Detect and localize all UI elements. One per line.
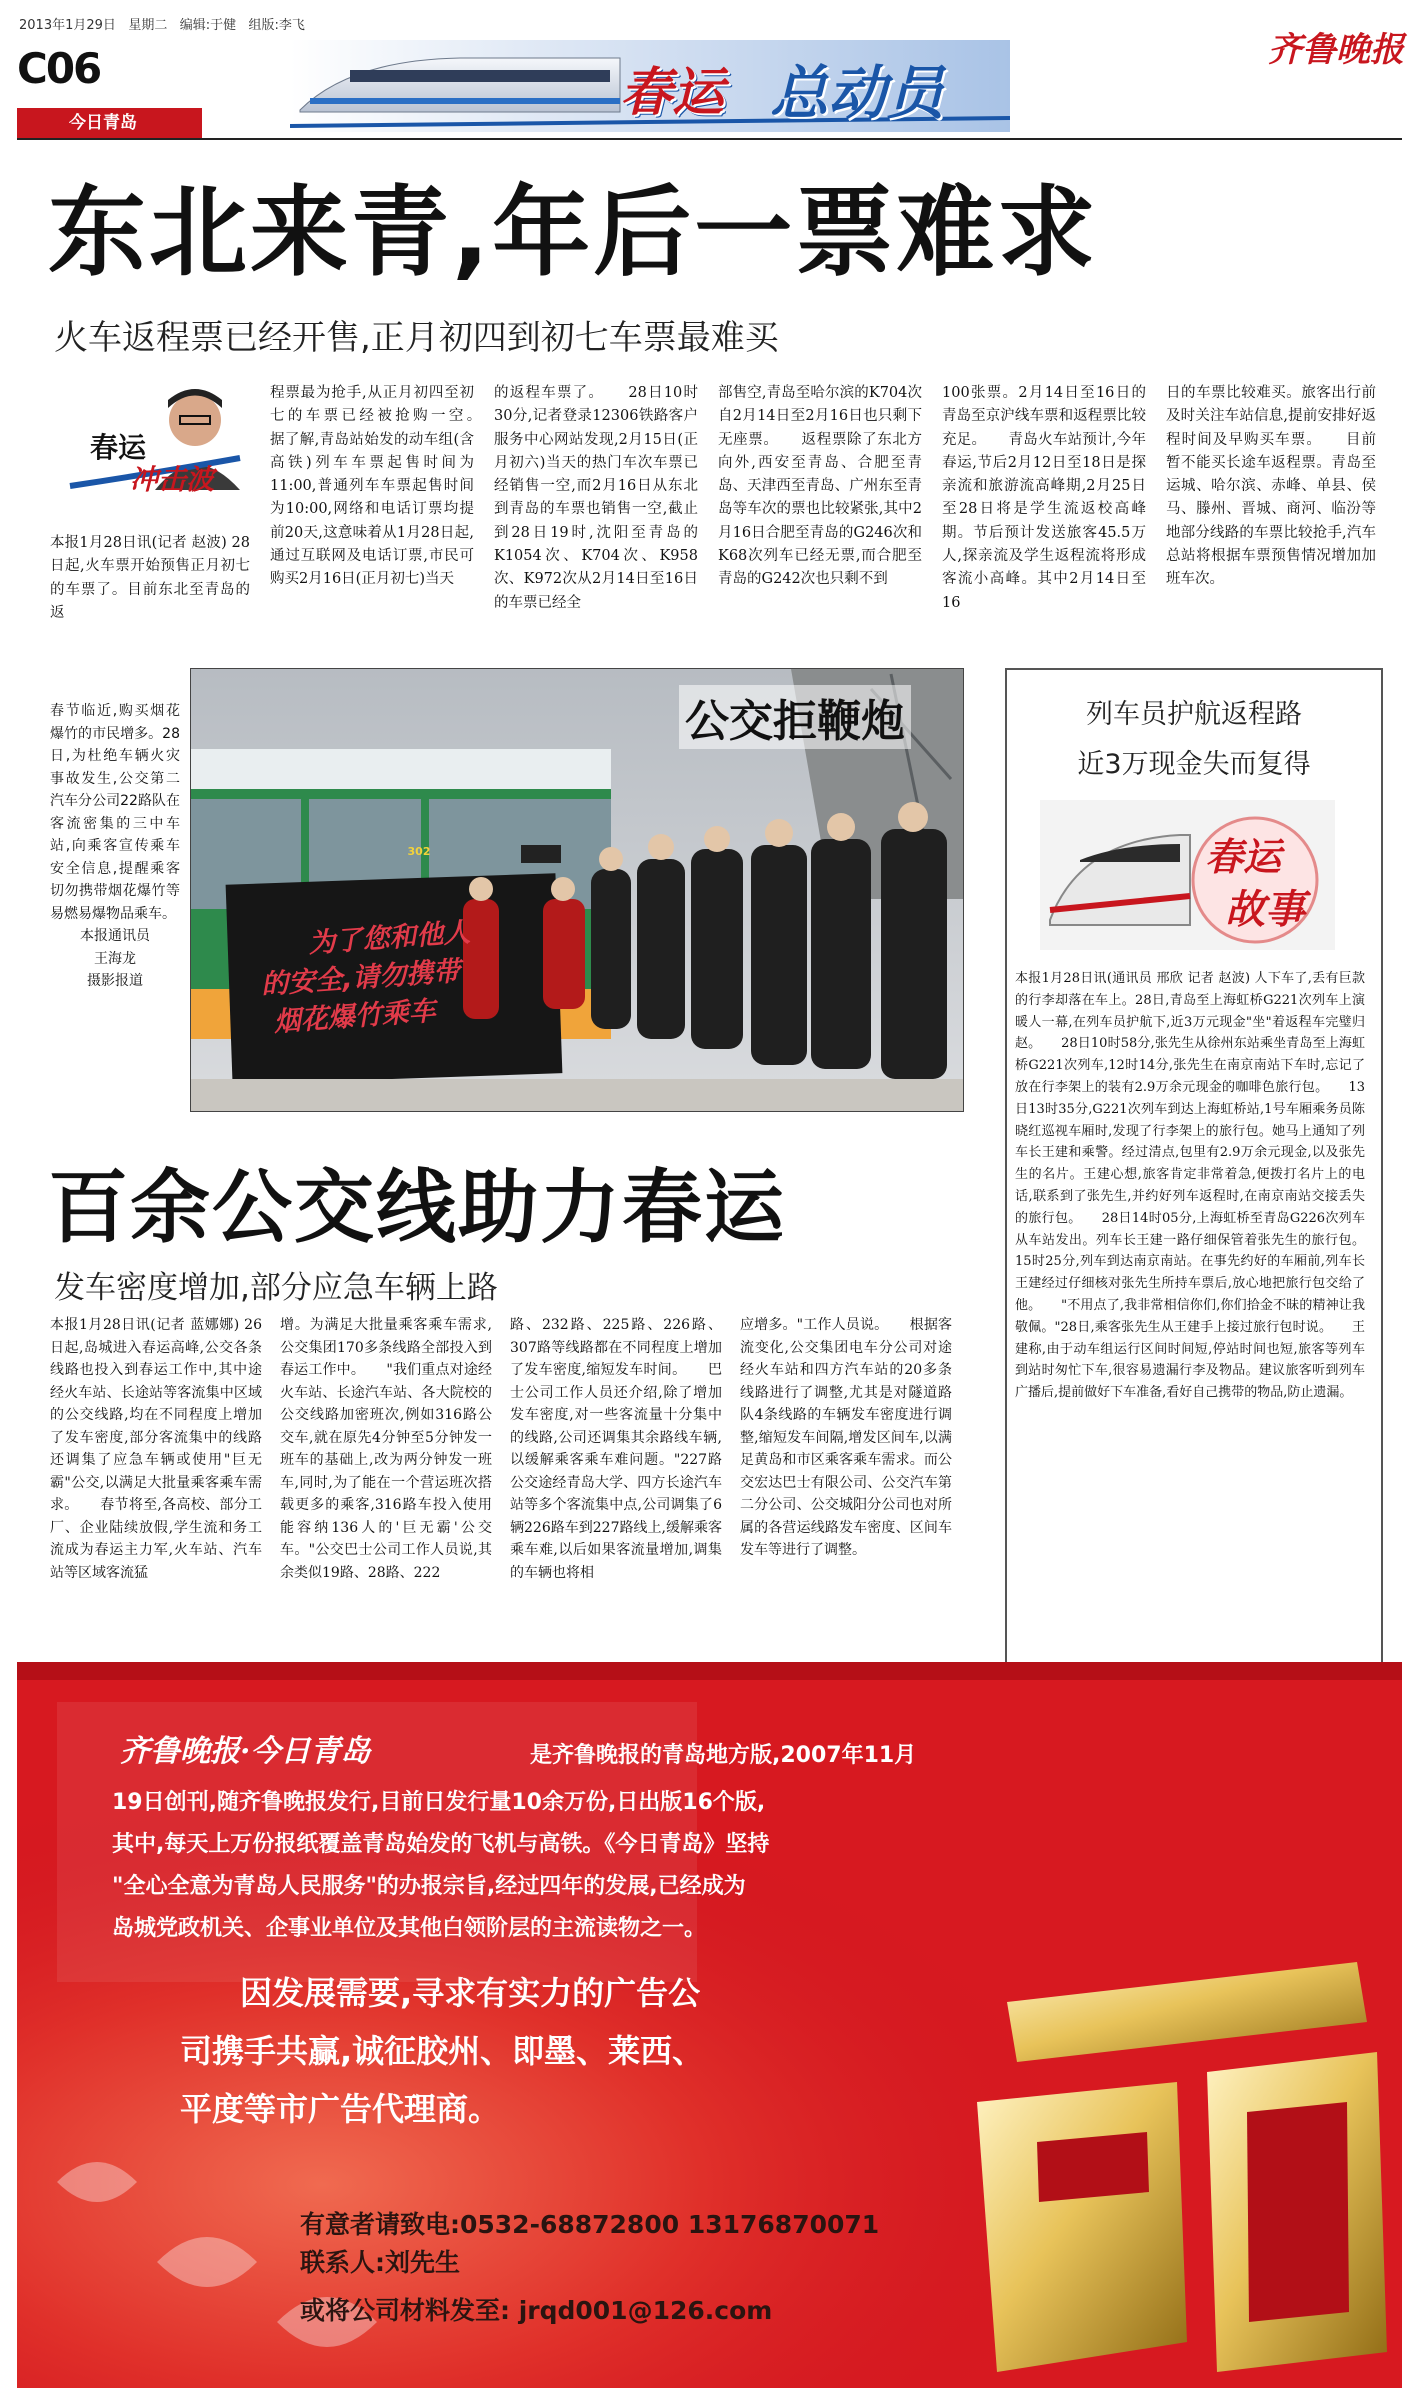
- ad-line-4: "全心全意为青岛人民服务"的办报宗旨,经过四年的发展,已经成为: [112, 1874, 746, 1899]
- ad-email: 或将公司材料发至: jrqd001@126.com: [300, 2296, 773, 2325]
- banner-spring-transport: 春运: [620, 63, 725, 123]
- ad-logo: 齐鲁晚报·今日青岛: [120, 1734, 371, 1769]
- banner-line-1: 为了您和他人: [307, 917, 472, 960]
- ad-recruit: [180, 1964, 705, 2138]
- article1-col6: 日的车票比较难买。旅客出行前及时关注车站信息,提前安排好返程时间及早购买车票。 目前暂不能买长途车返程票。青岛至运城、哈尔滨、赤峰、单县、侯马、滕州、晋城、商河、临汾等地部分线路的车票比较抢手,汽车总站将根据车票预售情况增加加班车次。: [1166, 385, 1376, 588]
- article1-headline: 东北来青,年后一票难求: [48, 176, 1099, 290]
- masthead-logo: 齐鲁晚报: [1268, 30, 1404, 70]
- article2-col2: 增。为满足大批量乘客乘车需求,公交集团170多条线路全部投入到春运工作中。 "我们重点对途经火车站、长途汽车站、各大院校的公交线路加密班次,例如316路公交车,就在原先4分钟至5分钟发一班车的基础上,改为两分钟发一班车,同时,为了能在一个营运班次搭载更多的乘客,316路车投入使用能容纳136人的'巨无霸'公交车。"公交巴士公司工作人员说,其余类似19路、28路、222: [280, 1317, 492, 1581]
- badge-impact: 冲击波: [130, 463, 215, 496]
- editor: 编辑:于健: [179, 18, 237, 33]
- banner-line-3: 烟花爆竹乘车: [272, 995, 437, 1038]
- article2-headline: 百余公交线助力春运: [48, 1161, 786, 1254]
- photo-caption: [50, 700, 180, 1030]
- article1-col1: 本报1月28日讯(记者 赵波) 28日起,火车票开始预售正月初七的车票了。目前东北至青岛的返: [50, 535, 250, 621]
- sidebar-title-line-2: 近3万现金失而复得: [1077, 749, 1311, 780]
- article1-col3: 的返程车票了。 28日10时30分,记者登录12306铁路客户服务中心网站发现,2月15日(正月初六)当天的热门车次车票已经销售一空,而2月16日从东北到青岛的车票也销售一空,截止到28日19时,沈阳至青岛的K1054次、K704次、K958次、K972次从2月14日至16日的车票已经全: [494, 385, 698, 611]
- header-banner: [290, 40, 1010, 132]
- header-rule: [17, 138, 1402, 140]
- photo-credit-3: 摄影报道: [87, 973, 143, 989]
- photo-credit-2: 王海龙: [94, 950, 136, 967]
- article2-col4: 应增多。"工作人员说。 根据客流变化,公交集团电车分公司对途经火车站和四方汽车站的20多条线路进行了调整,尤其是对隧道路队4条线路的车辆发车密度进行调整,缩短发车间隔,增发区间车,以满足黄岛和市区乘客乘车需求。而公交宏达巴士有限公司、公交汽车第二分公司、公交城阳分公司也对所属的各营运线路发车密度、区间车发车等进行了调整。: [740, 1317, 952, 1558]
- article2-col3: 路、232路、225路、226路、307路等线路都在不同程度上增加了发车密度,缩短发车时间。 巴士公司工作人员还介绍,除了增加发车密度,对一些客流量十分集中的线路,公司还调集其余路线车辆,以缓解乘客乘车难问题。"227路公交途经青岛大学、四方长途汽车站等多个客流集中点,公司调集了6辆226路车到227路线上,缓解乘客乘车难,以后如果客流量增加,调集的车辆也将相: [510, 1317, 722, 1581]
- date: 2013年1月29日: [19, 18, 116, 33]
- ad-line-2: 19日创刊,随齐鲁晚报发行,目前日发行量10余万份,日出版16个版,: [112, 1790, 766, 1815]
- photo-credit-1: 本报通讯员: [80, 928, 150, 944]
- sidebar-badge-spring: 春运: [1205, 835, 1282, 879]
- ad-recruit-1: 因发展需要,寻求有实力的广告公: [240, 1974, 701, 2012]
- header-meta: [19, 14, 305, 33]
- sidebar-badge: [1040, 800, 1335, 950]
- ad-intro-body: [112, 1782, 769, 1950]
- banner-handwriting: [247, 909, 554, 1044]
- ad-recruit-2: 司携手共赢,诚征胶州、即墨、莱西、: [180, 2032, 705, 2070]
- ad-contact: [300, 2206, 879, 2330]
- ad-line-3: 其中,每天上万份报纸覆盖青岛始发的飞机与高铁。《今日青岛》坚持: [112, 1832, 770, 1857]
- ad-recruit-3: 平度等市广告代理商。: [180, 2090, 501, 2128]
- sidebar-badge-story: 故事: [1225, 887, 1305, 933]
- page-number: C06: [17, 44, 101, 93]
- ad-intro-tail: 是齐鲁晚报的青岛地方版,2007年11月: [530, 1743, 917, 1768]
- article2-subheadline: 发车密度增加,部分应急车辆上路: [54, 1270, 498, 1306]
- bus-route-number: 302: [407, 845, 431, 858]
- sidebar-title: [1005, 690, 1383, 790]
- article1-col5: 100张票。2月14日至16日的青岛至京沪线车票和返程票比较充足。 青岛火车站预计,今年春运,节后2月12日至18日是探亲流和旅游流高峰期,2月25日至28日将是学生流返校高峰期。节后预计发送旅客45.5万人,探亲流及学生返程流将形成客流小高峰。其中2月14日至16: [942, 385, 1146, 611]
- article1-col2: 程票最为抢手,从正月初四至初七的车票已经被抢购一空。 据了解,青岛站始发的动车组(含高铁)列车车票起售时间为11:00,普通列车车票起售时间为10:00,网络和电话订票均提前20天,这意味着从1月28日起,通过互联网及电话订票,市民可购买2月16日(正月初七)当天: [270, 385, 474, 588]
- ad-line-5: 岛城党政机关、企事业单位及其他白领阶层的主流读物之一。: [112, 1916, 707, 1941]
- photo-headline: 公交拒鞭炮: [679, 685, 911, 749]
- bus-photo: [190, 668, 964, 1112]
- photo-caption-text: 春节临近,购买烟花爆竹的市民增多。28日,为杜绝车辆火灾事故发生,公交第二汽车分公司22路队在客流密集的三中车站,向乘客宣传乘车安全信息,提醒乘客切勿携带烟花爆竹等易燃易爆物品乘车。: [50, 703, 180, 922]
- article1-col4: 部售空,青岛至哈尔滨的K704次自2月14日至2月16日也只剩下无座票。 返程票除了东北方向外,西安至青岛、合肥至青岛、天津西至青岛、广州东至青岛等车次的票也比较紧张,其中2月16日合肥至青岛的G246次和K68次列车已经无票,而合肥至青岛的G242次也只剩不到: [718, 385, 922, 588]
- banner-line-2: 的安全,请勿携带: [260, 955, 462, 1001]
- article1-subheadline: 火车返程票已经开售,正月初四到初七车票最难买: [54, 318, 779, 358]
- sidebar-title-line-1: 列车员护航返程路: [1086, 699, 1302, 730]
- banner-mobilization: 总动员: [770, 59, 945, 127]
- article2-col1: 本报1月28日讯(记者 蓝娜娜) 26日起,岛城进入春运高峰,公交各条线路也投入到春运工作中,其中途经火车站、长途站等客流集中区域的公交线路,均在不同程度上增加了发车密度,部分客流集中的线路还调集了应急车辆或使用"巨无霸"公交,以满足大批量乘客乘车需求。 春节将至,各高校、部分工厂、企业陆续放假,学生流和务工流成为春运主力军,火车站、汽车站等区域客流猛: [50, 1317, 262, 1581]
- weekday: 星期二: [128, 18, 168, 33]
- section-tab: 今日青岛: [17, 108, 202, 138]
- ad-contact-person: 联系人:刘先生: [300, 2248, 460, 2277]
- badge-spring: 春运: [90, 431, 147, 464]
- sidebar-body: 本报1月28日讯(通讯员 邢欣 记者 赵波) 人下车了,丢有巨款的行李却落在车上。28日,青岛至上海虹桥G221次列车上演暖人一幕,在列车员护航下,近3万元现金"坐"着返程车完璧归赵。 28日10时58分,张先生从徐州东站乘坐青岛至上海虹桥G221次列车,12时14分,张先生在南京南站下车时,忘记了放在行李架上的装有2.9万余元现金的咖啡色旅行包。 13日13时35分,G221次列车到达上海虹桥站,1号车厢乘务员陈晓红巡视车厢时,发现了行李架上的旅行包。她马上通知了列车长王建和乘警。经过清点,包里有2.9万余元现金,以及张先生的名片。王建心想,旅客肯定非常着急,便拨打名片上的电话,联系到了张先生,并约好列车返程时,在南京南站交接丢失的旅行包。 28日14时05分,上海虹桥至青岛G226次列车从车站发出。列车长王建一路仔细保管着张先生的旅行包。15时25分,列车到达南京南站。在事先约好的车厢前,列车长王建经过仔细核对张先生所持车票后,放心地把旅行包交给了他。 "不用点了,我非常相信你们,你们拾金不昧的精神让我敬佩。"28日,乘客张先生从王建手上接过旅行包时说。 王建称,由于动车组运行区间时间短,停站时间也短,旅客等列车到站时匆忙下车,很容易遗漏行李及物品。建议旅客听到列车广播后,提前做好下车准备,看好自己携带的物品,防止遗漏。: [1015, 971, 1365, 1401]
- ad-phone: 有意者请致电:0532-68872800 13176870071: [300, 2210, 880, 2239]
- layout-editor: 组版:李飞: [248, 18, 305, 33]
- reporter-badge: [50, 378, 250, 498]
